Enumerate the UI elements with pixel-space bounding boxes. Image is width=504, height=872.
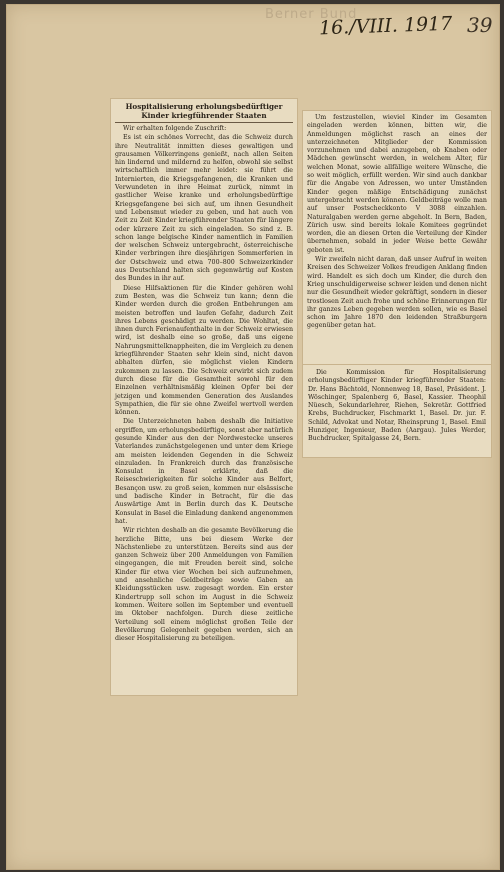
continuation-paragraph: Um festzustellen, wieviel Kinder im Gesamten eingeladen werden können, bitten wir, die Anmeldungen möglichst rasch an eines der unterzeichneten Mitglieder der Kommission vorzunehmen und dabei anzugeben, ob Knaben oder Mädchen gewünscht werden, in welchem Alter, für welchen Monat, sowie allfällige weitere Wünsche, die so weit möglich, erfüllt werden. Wir sind auch dankbar für die Angabe von Adressen, wo unter Umständen Kinder gegen mäßige Entschädigung zunächst untergebracht werden können. Geldbeiträge wolle man auf unser Postscheckkonto V 3088 einzahlen. Naturalgaben werden gerne abgeholt. In Bern, Baden, Zürich usw. sind bereits lokale Komitees gegründet worden, die an diesen Orten die Verteilung der Kinder übernehmen, sobald in jeder Weise bette Gewähr geboten ist. (307, 114, 487, 254)
article-paragraph: Es ist ein schönes Vorrecht, das die Schweiz durch ihre Neutralität inmitten dieses gewaltigen und grausamen Völkerringens genießt, nach allen Seiten hin lindernd und mildernd zu helfen, obwohl sie selbst wirtschaftlich immer mehr leidet: sie führt die Internierten, die Kriegsgefangenen, die Kranken und Verwundeten in ihre Heimat zurück, nimmt in gastlicher Weise kranke und erholungsbedürftige Kriegsgefangene bei sich auf, um ihnen Gesundheit und Lebensmut wieder zu geben, und hat auch von Zeit zu Zeit Kinder kriegführender Staaten für längere oder kürzere Zeit zu sich eingeladen. So sind z. B. schon lange belgische Kinder namentlich in Familien der welschen Schweiz untergebracht, österreichische Kinder verbringen ihre diesjährigen Sommerferien in der Ostschweiz und etwa 700–800 Schweizerkinder aus Deutschland halten sich gegenwärtig auf Kosten des Bundes in ihr auf. (115, 134, 293, 283)
newspaper-stamp: Berner Bund (265, 7, 358, 22)
handwritten-date: 16./VIII. 1917 (318, 12, 453, 40)
article-paragraph: Diese Hilfsaktionen für die Kinder gehören wohl zum Besten, was die Schweiz tun kann; denn die Kinder werden durch die großen Entbehrungen am meisten betroffen und laufen Gefahr, dadurch Zeit ihres Lebens geschädigt zu werden. Die Wohltat, die ihnen durch Ferienaufenthalte in der Schweiz erwiesen wird, ist deshalb eine so große, daß uns eigene Nahrungsmittelknappheiten, die im Vergleich zu denen kriegführender Staaten sehr klein sind, nicht davon abhalten dürfen, sie möglichst vielen Kindern zukommen zu lassen. Die Schweiz erwirbt sich zudem durch diese für die Gesamtheit sowohl für den Einzelnen verhältnismäßig kleinen Opfer bei der jetzigen und kommenden Generation des Auslandes Sympathien, die für sie ohne Zweifel wertvoll werden können. (115, 284, 293, 417)
article-paragraph: Wir richten deshalb an die gesamte Bevölkerung die herzliche Bitte, uns bei diesem Werke der Nächstenliebe zu unterstützen. Bereits sind aus der ganzen Schweiz über 200 Anmeldungen von Familien eingegangen, die mit Freuden bereit sind, solche Kinder für etwa vier Wochen bei sich aufzunehmen, und ansehnliche Geldbeiträge sowie Gaben an Kleidungsstücken usw. zugesagt worden. Ein erster Kindertrupp soll schon im August in die Schweiz kommen. Weitere sollen im September und eventuell im Oktober nachfolgen. Durch diese zeitliche Verteilung soll einem möglichst großen Teile der Bevölkerung Gelegenheit gegeben werden, sich an dieser Hospitalisierung zu beteiligen. (115, 527, 293, 643)
article-clipping-main (110, 98, 298, 696)
commission-members: Die Kommission für Hospitalisierung erholungsbedürftiger Kinder kriegführender Staaten: Dr. Hans Bächtold, Nonnenweg 18, Basel, Präsident. J. Wöschinger, Spalenberg 6, Basel, Kassier. Theophil Nüesch, Sekundarlehrer, Riehen, Sekretär. Gottfried Krebs, Buchdrucker, Fischmarkt 1, Basel. Dr. jur. F. Schild, Advokat und Notar, Rheinsprung 1, Basel. Emil Hunziger, Ingenieur, Baden (Aargau). Jules Werder, Buchdrucker, Spitalgasse 24, Bern. (308, 369, 486, 443)
article-paragraph: Die Unterzeichneten haben deshalb die Initiative ergriffen, um erholungsbedürftige, sonst aber natürlich gesunde Kinder aus den der Nordwestecke unseres Vaterlandes zunächstgelegenen und unter dem Kriege am meisten leidenden Gegenden in die Schweiz einzuladen. In Frankreich durch das französische Konsulat in Basel erklärte, daß die Reiseschwierigkeiten für solche Kinder aus Belfort, Besançon usw. zu groß seien, kommen nur elsässische und badische Kinder in Betracht, für die das Auswärtige Amt in Berlin durch das K. Deutsche Konsulat in Basel die Einladung dankend angenommen hat. (115, 418, 293, 525)
page-number: 39 (467, 13, 493, 37)
continuation-paragraph: Wir zweifeln nicht daran, daß unser Aufruf in weiten Kreisen des Schweizer Volkes freudigen Anklang finden wird. Handelt es sich doch um Kinder, die durch den Krieg unschuldigerweise schwer leiden und denen nicht nur die Gesundheit wieder gekräftigt, sondern in dieser trostlosen Zeit auch frohe und schöne Erinnerungen für ihr ganzes Leben gegeben werden sollen, wie es Basel schon im Jahre 1870 den leidenden Straßburgern gegenüber getan hat. (307, 256, 487, 330)
article-clipping-continuation (302, 110, 492, 368)
article-headline: Hospitalisierung erholungsbedürftiger Kinder kriegführender Staaten (115, 102, 293, 123)
article-paragraph: Wir erhalten folgende Zuschrift: (123, 125, 227, 132)
commission-notice (302, 364, 492, 458)
